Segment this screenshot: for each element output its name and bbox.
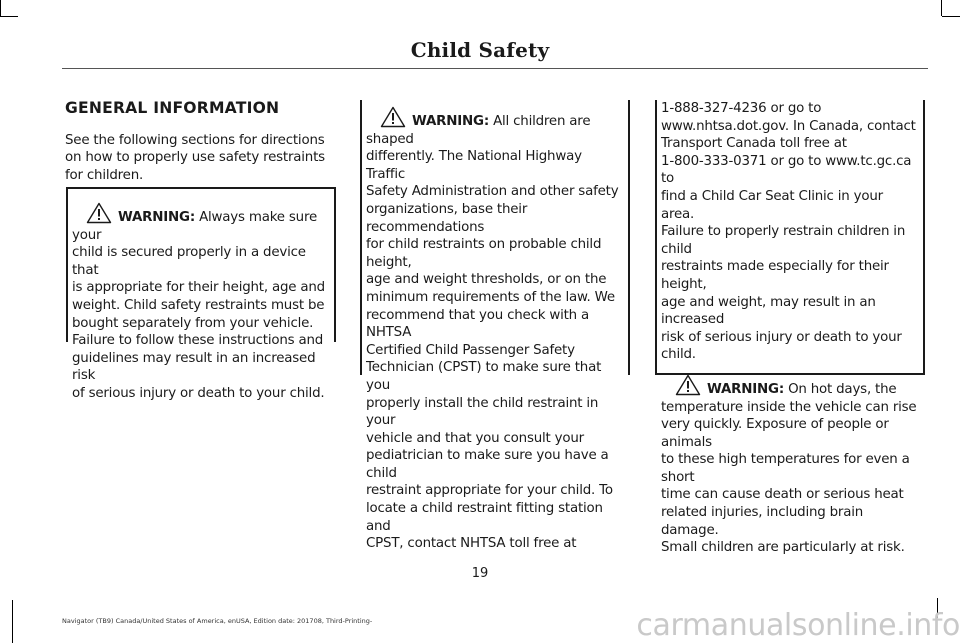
warning-box-middle [360, 100, 630, 552]
warning-line: recommend that you check with a NHTSA [366, 307, 590, 341]
continued-line: age and weight, may result in an increased [661, 294, 876, 328]
continued-line: restraints made especially for their height, [661, 259, 889, 292]
continued-line: 1-800-333-0371 or go to www.tc.gc.ca to [661, 153, 912, 187]
warning-line: of serious injury or death to your child. [72, 385, 325, 401]
warning-line: time can cause death or serious heat [661, 487, 904, 503]
warning-label: WARNING: [118, 210, 195, 225]
warning-line: WARNING: All children are shaped [366, 106, 624, 148]
warning-triangle-icon [86, 202, 112, 224]
warning-line: is appropriate for their height, age and [72, 280, 325, 296]
page-title: Child Safety [410, 38, 550, 62]
warning-line: very quickly. Exposure of people or animals [661, 417, 889, 450]
warning-line: child is secured properly in a device that [72, 245, 306, 278]
warning-line: guidelines may result in an increased risk [72, 350, 316, 384]
warning-line: CPST, contact NHTSA toll free at [366, 536, 577, 552]
warning-line: vehicle and that you consult your [366, 430, 584, 446]
warning-line: organizations, base their recommendations [366, 201, 528, 235]
warning-label: WARNING: [707, 381, 784, 397]
warning-line: Safety Administration and other safety [366, 184, 619, 200]
warning-line: weight. Child safety restraints must be [72, 297, 325, 313]
warning-line: WARNING: On hot days, the [661, 374, 919, 399]
continued-line: www.nhtsa.dot.gov. In Canada, contact [661, 118, 916, 134]
warning-label: WARNING: [412, 114, 489, 129]
crop-mark [0, 0, 1, 16]
warning-line: Small children are particularly at risk. [661, 540, 905, 556]
continued-line: 1-888-327-4236 or go to [661, 101, 822, 116]
warning-line: related injuries, including brain damage. [661, 505, 864, 538]
warning-triangle-icon [675, 374, 701, 396]
intro-paragraph: See the following sections for directions on how to properly use safety restraints for children. [65, 132, 325, 183]
crop-mark [941, 0, 942, 16]
warning-line: temperature inside the vehicle can rise [661, 399, 917, 415]
warning-box-right [655, 100, 925, 556]
warning-line: bought separately from your vehicle. [72, 315, 314, 331]
warning-line: minimum requirements of the law. We [366, 289, 615, 305]
watermark: carmanualsonline.info [636, 608, 960, 643]
continued-line: find a Child Car Seat Clinic in your area. [661, 188, 883, 222]
edition-footer: Navigator (TB9) Canada/United States of America, enUSA, Edition date: 201708, Third-Printing- [62, 617, 373, 625]
page-number: 19 [471, 566, 489, 581]
warning-line: for child restraints on probable child height, [366, 237, 602, 270]
warning-line: WARNING: Always make sure your [72, 202, 330, 244]
crop-mark [942, 16, 960, 17]
warning-line: pediatrician to make sure you have a child [366, 448, 609, 481]
section-heading: GENERAL INFORMATION [65, 99, 280, 117]
warning-line: Certified Child Passenger Safety [366, 342, 575, 358]
warning-line: restraint appropriate for your child. To [366, 483, 613, 499]
warning-line: Technician (CPST) to make sure that you [366, 360, 602, 393]
warning-box-left [66, 187, 336, 401]
continued-line: risk of serious injury or death to your child. [661, 329, 902, 363]
continued-line: Transport Canada toll free at [661, 136, 847, 152]
warning-line: differently. The National Highway Traffic [366, 149, 582, 182]
crop-mark [0, 16, 18, 17]
left-column [65, 100, 335, 184]
warning-line: to these high temperatures for even a short [661, 452, 910, 485]
crop-mark [12, 600, 13, 643]
warning-line: properly install the child restraint in your [366, 395, 599, 429]
header-rule [62, 68, 928, 69]
continued-line: Failure to properly restrain children in child [661, 224, 906, 257]
warning-line: locate a child restraint fitting station and [366, 501, 603, 534]
warning-line: age and weight thresholds, or on the [366, 272, 607, 288]
warning-triangle-icon [380, 106, 406, 128]
warning-line: Failure to follow these instructions and [72, 333, 324, 349]
